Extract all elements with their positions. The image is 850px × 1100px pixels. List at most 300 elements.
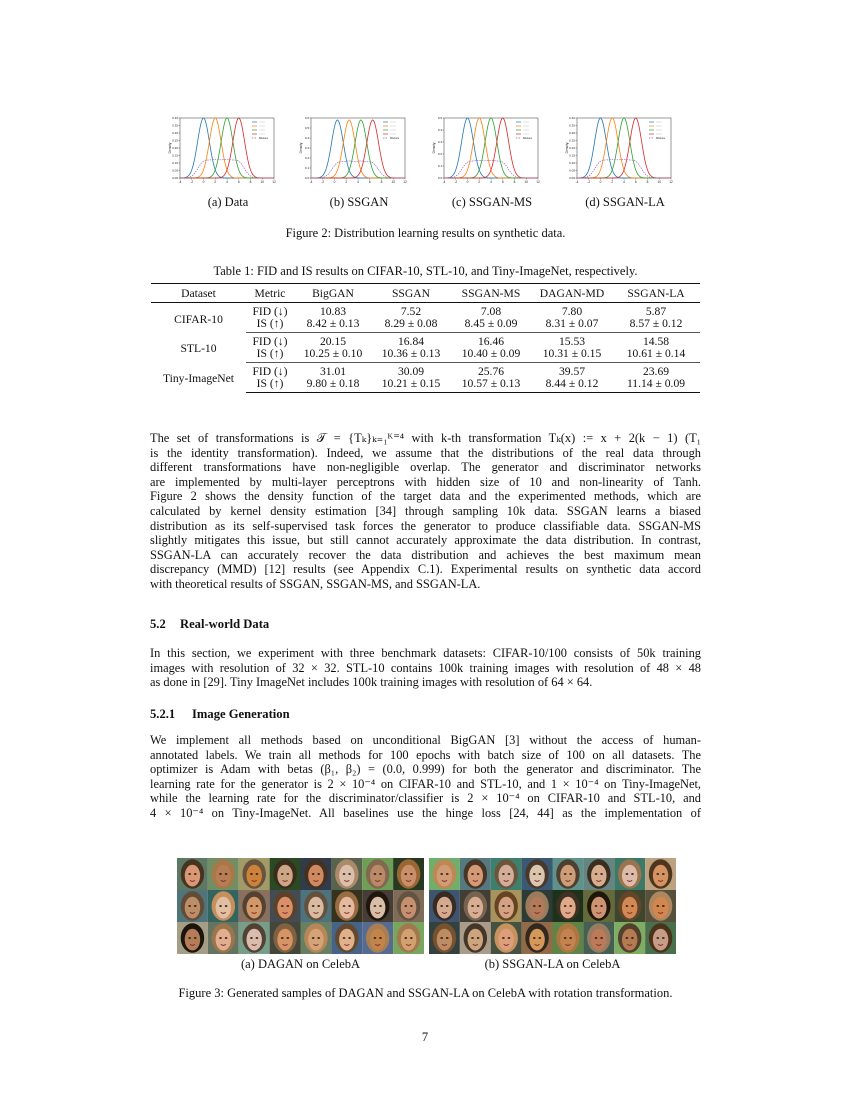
x-tick-label: 2 <box>478 180 481 184</box>
sample-face <box>277 897 292 919</box>
value-cell: 10.25 ± 0.10 <box>294 348 372 363</box>
dataset-cell: Tiny-ImageNet <box>162 372 235 386</box>
value-cell: 20.15 <box>319 335 347 348</box>
sample-eye <box>538 937 541 939</box>
figure-3-caption: Figure 3: Generated samples of DAGAN and SSGAN-LA on CelebA with rotation transformation. <box>178 986 673 1000</box>
x-tick-label: 12 <box>403 180 407 184</box>
text-line: slightly mitigates this issue, but still cannot accurately approximate the data distribution. In contrast, <box>150 533 701 548</box>
metric-cell: FID (↓) <box>252 305 288 318</box>
paragraph-image-generation <box>150 733 701 821</box>
sample-eye <box>508 937 511 939</box>
y-tick-label: 0.35 <box>172 123 178 128</box>
plot-ssgan-ms <box>432 112 552 190</box>
sample-eye <box>404 937 407 939</box>
sample-eye <box>569 937 572 939</box>
sample-eye <box>508 905 511 907</box>
sample-eye <box>564 937 567 939</box>
page-number: 7 <box>421 1030 429 1044</box>
sample-face <box>468 897 483 919</box>
sample-face <box>246 929 261 951</box>
col-header: DAGAN-MD <box>532 284 612 303</box>
sample-eye <box>225 905 228 907</box>
sample-face <box>308 929 323 951</box>
text-line: 4 × 10⁻⁴ on Tiny-ImageNet. All baselines use the hinge loss [24, 44] as the implementation of <box>150 805 701 820</box>
sample-face <box>622 897 637 919</box>
results-table <box>151 283 700 393</box>
sample-eye <box>188 905 191 907</box>
sample-eye <box>188 873 191 875</box>
value-cell: 10.83 <box>319 305 347 318</box>
sample-face <box>560 929 575 951</box>
y-tick-label: 0.30 <box>569 131 575 135</box>
sample-face <box>216 929 231 951</box>
value-cell: 10.40 ± 0.09 <box>450 348 532 363</box>
text-line: The set of transformations is 𝒯 = {Tₖ}ₖ₌₁ᴷ⁼⁴ with k-th transformation Tₖ(x) := x + 2(k − 1) (T₁ <box>150 431 701 445</box>
y-tick-label: 0.30 <box>172 131 178 135</box>
sample-eye <box>502 905 505 907</box>
sample-face <box>216 865 231 887</box>
sample-face <box>529 897 544 919</box>
x-tick-label: 2 <box>611 180 614 184</box>
text-line: Figure 2 shows the density function of the target data and the experimented methods, which are <box>150 489 701 504</box>
text-line: SSGAN-LA can accurately recover the data distribution and achieves the best maximum mean <box>150 547 701 562</box>
x-tick-label: 8 <box>380 180 383 184</box>
sample-eye <box>600 937 603 939</box>
x-tick-label: 12 <box>272 180 276 184</box>
value-cell: 30.09 <box>397 365 425 378</box>
x-tick-label: 6 <box>634 180 637 184</box>
sample-eye <box>446 905 449 907</box>
sample-eye <box>410 937 413 939</box>
y-tick-label: 0.00 <box>172 176 178 180</box>
sample-eye <box>404 873 407 875</box>
y-tick-label: 0.10 <box>569 161 575 165</box>
sample-eye <box>600 873 603 875</box>
x-tick-label: 12 <box>669 180 673 184</box>
sample-face <box>591 929 606 951</box>
y-tick-label: 0.00 <box>569 176 575 180</box>
sample-eye <box>286 937 289 939</box>
sample-eye <box>348 905 351 907</box>
text-line: is the identity transformation). Indeed, we assume that the distributions of the real data through <box>150 445 701 460</box>
density-curve-4 <box>444 118 538 178</box>
best-value-cell: 5.87 <box>645 305 667 318</box>
legend-label-mixture: Mixture <box>656 136 666 140</box>
x-tick-label: -2 <box>190 180 194 184</box>
y-tick-label: 0.3 <box>437 140 442 144</box>
sample-eye <box>317 905 320 907</box>
sample-face <box>529 865 544 887</box>
sample-eye <box>312 873 315 875</box>
sample-eye <box>188 937 191 939</box>
sample-eye <box>595 873 598 875</box>
sample-eye <box>281 905 284 907</box>
y-tick-label: 0.3 <box>304 146 309 150</box>
sample-face <box>339 929 354 951</box>
text-line: as done in [29]. Tiny ImageNet includes 100k training images with resolution of 64 × 64. <box>150 675 593 690</box>
value-cell: 25.76 <box>477 365 505 378</box>
sample-eye <box>348 937 351 939</box>
sample-face <box>216 897 231 919</box>
paragraph-datasets <box>150 646 701 690</box>
x-tick-label: 8 <box>249 180 252 184</box>
sample-face <box>653 897 668 919</box>
y-axis-label: Density <box>168 142 172 154</box>
x-tick-label: 0 <box>333 180 336 184</box>
x-tick-label: -2 <box>321 180 325 184</box>
x-tick-label: -4 <box>442 180 446 184</box>
sample-face <box>401 929 416 951</box>
figure-2-caption: Figure 2: Distribution learning results on synthetic data. <box>285 226 566 240</box>
section-title: Image Generation <box>192 707 290 721</box>
text-line: In this section, we experiment with three benchmark datasets: CIFAR-10/100 consists of 50k training <box>150 646 701 660</box>
sample-face <box>277 865 292 887</box>
sample-face <box>370 865 385 887</box>
sample-eye <box>440 873 443 875</box>
density-curve-4 <box>577 118 671 178</box>
best-value-cell: 10.61 ± 0.14 <box>612 348 700 363</box>
dagan-celeba-samples <box>177 858 424 954</box>
x-tick-label: 2 <box>345 180 348 184</box>
sample-eye <box>219 873 222 875</box>
sample-eye <box>446 873 449 875</box>
sample-face <box>277 929 292 951</box>
sample-face <box>370 929 385 951</box>
sample-eye <box>631 937 634 939</box>
y-tick-label: 0.20 <box>569 146 575 150</box>
sample-eye <box>374 937 377 939</box>
sample-face <box>308 865 323 887</box>
y-tick-label: 0.4 <box>304 136 309 140</box>
sample-eye <box>533 937 536 939</box>
text-line: learning rate for the generator is 2 × 10⁻⁴ on CIFAR-10 and STL-10, and 1 × 10⁻⁴ on Tiny-ImageNet, <box>150 776 701 791</box>
y-tick-label: 0.25 <box>172 138 178 143</box>
sample-face <box>591 865 606 887</box>
sample-eye <box>502 873 505 875</box>
sample-eye <box>656 873 659 875</box>
subcaption-dagan: (a) DAGAN on CelebA <box>240 957 361 971</box>
sample-face <box>246 865 261 887</box>
col-header: SSGAN-MS <box>450 284 532 303</box>
sample-eye <box>194 937 197 939</box>
sample-eye <box>471 937 474 939</box>
sample-face <box>185 929 200 951</box>
sample-eye <box>656 937 659 939</box>
sample-eye <box>379 873 382 875</box>
y-axis-label: Density <box>299 142 303 154</box>
x-tick-label: 10 <box>391 180 396 184</box>
col-header: SSGAN <box>372 284 450 303</box>
section-title: Real-world Data <box>180 617 270 631</box>
sample-eye <box>343 937 346 939</box>
metric-cell: FID (↓) <box>252 365 288 378</box>
subcaption-b: (b) SSGAN <box>329 195 389 209</box>
sample-face <box>185 897 200 919</box>
y-tick-label: 0.5 <box>437 116 442 120</box>
value-cell: 16.84 <box>397 335 425 348</box>
sample-eye <box>317 873 320 875</box>
subcaption-ssgan-la: (b) SSGAN-LA on CelebA <box>484 957 621 971</box>
col-header: Metric <box>246 284 294 303</box>
y-tick-label: 0.0 <box>304 176 309 180</box>
value-cell: 8.45 ± 0.09 <box>450 318 532 333</box>
sample-face <box>370 897 385 919</box>
y-tick-label: 0.6 <box>304 116 309 120</box>
y-axis-label: Density <box>565 142 569 154</box>
sample-eye <box>538 905 541 907</box>
sample-eye <box>626 873 629 875</box>
sample-eye <box>662 873 665 875</box>
sample-eye <box>374 873 377 875</box>
value-cell: 31.01 <box>319 365 347 378</box>
density-curve-3 <box>311 120 405 178</box>
y-tick-label: 0.1 <box>437 164 442 168</box>
sample-eye <box>281 873 284 875</box>
sample-eye <box>564 873 567 875</box>
table-row <box>151 333 700 348</box>
sample-eye <box>410 905 413 907</box>
x-tick-label: 0 <box>599 180 602 184</box>
table-1-caption: Table 1: FID and IS results on CIFAR-10, STL-10, and Tiny-ImageNet, respectively. <box>213 264 638 278</box>
sample-eye <box>256 905 259 907</box>
sample-eye <box>250 905 253 907</box>
table-header-row <box>151 284 700 303</box>
best-value-cell: 14.58 <box>642 335 670 348</box>
subcaption-c: (c) SSGAN-MS <box>451 195 533 209</box>
sample-face <box>437 929 452 951</box>
density-curve-4 <box>180 118 274 178</box>
sample-eye <box>410 873 413 875</box>
sample-eye <box>508 873 511 875</box>
sample-eye <box>343 873 346 875</box>
sample-eye <box>348 873 351 875</box>
text-line: distribution as its self-supervised task forces the generator to produce classifiable data. SSGAN-MS <box>150 518 701 533</box>
sample-eye <box>281 937 284 939</box>
sample-eye <box>256 873 259 875</box>
sample-grid <box>177 858 424 954</box>
text-line: different transformations have non-negligible overlap. The generator and discriminator networks <box>150 460 701 475</box>
text-line: are implemented by multi-layer perceptrons with hidden size of 10 and non-linearity of Tanh. <box>150 474 701 489</box>
sample-eye <box>379 905 382 907</box>
y-axis-label: Density <box>432 142 436 154</box>
legend-label-mixture: Mixture <box>259 136 269 140</box>
dataset-cell: STL-10 <box>180 342 217 356</box>
value-cell: 8.42 ± 0.13 <box>294 318 372 333</box>
col-header: BigGAN <box>294 284 372 303</box>
ssgan-la-celeba-samples <box>429 858 676 954</box>
plot-ssgan-la <box>565 112 685 190</box>
subcaption-a: (a) Data <box>207 195 249 209</box>
section-number: 5.2 <box>150 617 166 631</box>
y-tick-label: 0.40 <box>172 116 178 120</box>
sample-face <box>529 929 544 951</box>
x-tick-label: 2 <box>214 180 217 184</box>
sample-eye <box>219 937 222 939</box>
sample-eye <box>317 937 320 939</box>
text-line: discrepancy (MMD) [12] results (see Appendix C.1). Experimental results on synthetic data accord <box>150 562 701 577</box>
text-line: with theoretical results of SSGAN, SSGAN-MS, and SSGAN-LA. <box>150 576 481 591</box>
sample-eye <box>225 873 228 875</box>
sample-eye <box>194 873 197 875</box>
value-cell: 7.08 <box>480 305 502 318</box>
y-tick-label: 0.20 <box>172 146 178 150</box>
sample-eye <box>312 937 315 939</box>
sample-face <box>498 929 513 951</box>
x-tick-label: -4 <box>178 180 182 184</box>
value-cell: 7.52 <box>400 305 422 318</box>
sample-eye <box>600 905 603 907</box>
text-line: annotated labels. We train all methods for 100 epochs with batch size of 100 on all datasets. The <box>150 747 701 762</box>
x-tick-label: 4 <box>357 180 359 184</box>
x-tick-label: 4 <box>490 180 492 184</box>
y-tick-label: 0.1 <box>304 166 309 170</box>
y-tick-label: 0.25 <box>569 138 575 143</box>
plot-data <box>168 112 288 190</box>
sample-eye <box>631 873 634 875</box>
sample-eye <box>471 905 474 907</box>
sample-face <box>591 897 606 919</box>
value-cell: 8.31 ± 0.07 <box>532 318 612 333</box>
value-cell: 8.29 ± 0.08 <box>372 318 450 333</box>
legend-label-mixture: Mixture <box>523 136 533 140</box>
sample-eye <box>595 905 598 907</box>
col-header: SSGAN-LA <box>612 284 700 303</box>
value-cell: 15.53 <box>558 335 586 348</box>
table-row <box>151 303 700 318</box>
best-value-cell: 8.57 ± 0.12 <box>612 318 700 333</box>
sample-eye <box>225 937 228 939</box>
sample-eye <box>343 905 346 907</box>
x-tick-label: 6 <box>501 180 504 184</box>
y-tick-label: 0.05 <box>172 168 178 173</box>
x-tick-label: 6 <box>368 180 371 184</box>
value-cell: 16.46 <box>477 335 505 348</box>
metric-cell: IS (↑) <box>246 378 294 393</box>
value-cell: 39.57 <box>558 365 586 378</box>
value-cell: 9.80 ± 0.18 <box>294 378 372 393</box>
sample-eye <box>477 873 480 875</box>
sample-eye <box>631 905 634 907</box>
x-tick-label: 8 <box>513 180 516 184</box>
sample-eye <box>312 905 315 907</box>
sample-eye <box>194 905 197 907</box>
sample-eye <box>538 873 541 875</box>
x-tick-label: 10 <box>657 180 662 184</box>
x-tick-label: 10 <box>260 180 265 184</box>
value-cell: 10.57 ± 0.13 <box>450 378 532 393</box>
text-line: We implement all methods based on unconditional BigGAN [3] without the access of human- <box>150 733 701 747</box>
text-line: images with resolution of 32 × 32. STL-10 contains 100k training images with resolution of 48 × 48 <box>150 660 701 675</box>
sample-eye <box>471 873 474 875</box>
y-tick-label: 0.35 <box>569 123 575 128</box>
y-tick-label: 0.2 <box>437 152 442 156</box>
y-tick-label: 0.0 <box>437 176 442 180</box>
sample-eye <box>533 905 536 907</box>
sample-eye <box>569 873 572 875</box>
section-heading-5-2-1 <box>150 707 290 722</box>
sample-eye <box>286 905 289 907</box>
value-cell: 8.44 ± 0.12 <box>532 378 612 393</box>
sample-eye <box>404 905 407 907</box>
sample-eye <box>533 873 536 875</box>
sample-eye <box>502 937 505 939</box>
value-cell: 7.80 <box>561 305 583 318</box>
sample-eye <box>250 873 253 875</box>
text-line: optimizer is Adam with betas (β₁, β₂) = (0.0, 0.999) for both the generator and discriminator. The <box>150 762 701 777</box>
sample-face <box>339 865 354 887</box>
y-tick-label: 0.05 <box>569 168 575 173</box>
y-tick-label: 0.15 <box>569 153 575 158</box>
sample-face <box>653 865 668 887</box>
x-tick-label: -2 <box>454 180 458 184</box>
sample-face <box>560 897 575 919</box>
x-tick-label: -4 <box>309 180 313 184</box>
sample-face <box>468 929 483 951</box>
sample-eye <box>626 905 629 907</box>
legend-label-mixture: Mixture <box>390 136 400 140</box>
sample-eye <box>595 937 598 939</box>
sample-face <box>401 897 416 919</box>
sample-face <box>401 865 416 887</box>
y-tick-label: 0.40 <box>569 116 575 120</box>
x-tick-label: 4 <box>623 180 625 184</box>
y-tick-label: 0.15 <box>172 153 178 158</box>
subcaption-d: (d) SSGAN-LA <box>585 195 665 209</box>
sample-eye <box>440 905 443 907</box>
metric-cell: IS (↑) <box>246 348 294 363</box>
y-tick-label: 0.2 <box>304 156 309 160</box>
sample-face <box>468 865 483 887</box>
x-tick-label: 10 <box>524 180 529 184</box>
metric-cell: FID (↓) <box>252 335 288 348</box>
sample-eye <box>286 873 289 875</box>
metric-cell: IS (↑) <box>246 318 294 333</box>
sample-grid <box>429 858 676 954</box>
sample-face <box>498 897 513 919</box>
sample-eye <box>440 937 443 939</box>
y-tick-label: 0.10 <box>172 161 178 165</box>
paragraph-transformations <box>150 431 701 592</box>
sample-eye <box>250 937 253 939</box>
col-header: Dataset <box>151 284 246 303</box>
sample-face <box>437 897 452 919</box>
table-row <box>151 363 700 378</box>
sample-face <box>622 929 637 951</box>
sample-eye <box>569 905 572 907</box>
value-cell: 10.31 ± 0.15 <box>532 348 612 363</box>
y-tick-label: 0.4 <box>437 128 442 132</box>
sample-eye <box>379 937 382 939</box>
x-tick-label: 4 <box>226 180 228 184</box>
sample-eye <box>374 905 377 907</box>
sample-face <box>246 897 261 919</box>
sample-face <box>653 929 668 951</box>
sample-face <box>339 897 354 919</box>
section-number: 5.2.1 <box>150 707 176 721</box>
x-tick-label: -2 <box>587 180 591 184</box>
best-value-cell: 11.14 ± 0.09 <box>612 378 700 393</box>
x-tick-label: -4 <box>575 180 579 184</box>
x-tick-label: 12 <box>536 180 540 184</box>
sample-eye <box>477 937 480 939</box>
sample-eye <box>256 937 259 939</box>
best-value-cell: 23.69 <box>642 365 670 378</box>
sample-face <box>560 865 575 887</box>
value-cell: 10.36 ± 0.13 <box>372 348 450 363</box>
sample-face <box>622 865 637 887</box>
x-tick-label: 0 <box>202 180 205 184</box>
sample-eye <box>219 905 222 907</box>
